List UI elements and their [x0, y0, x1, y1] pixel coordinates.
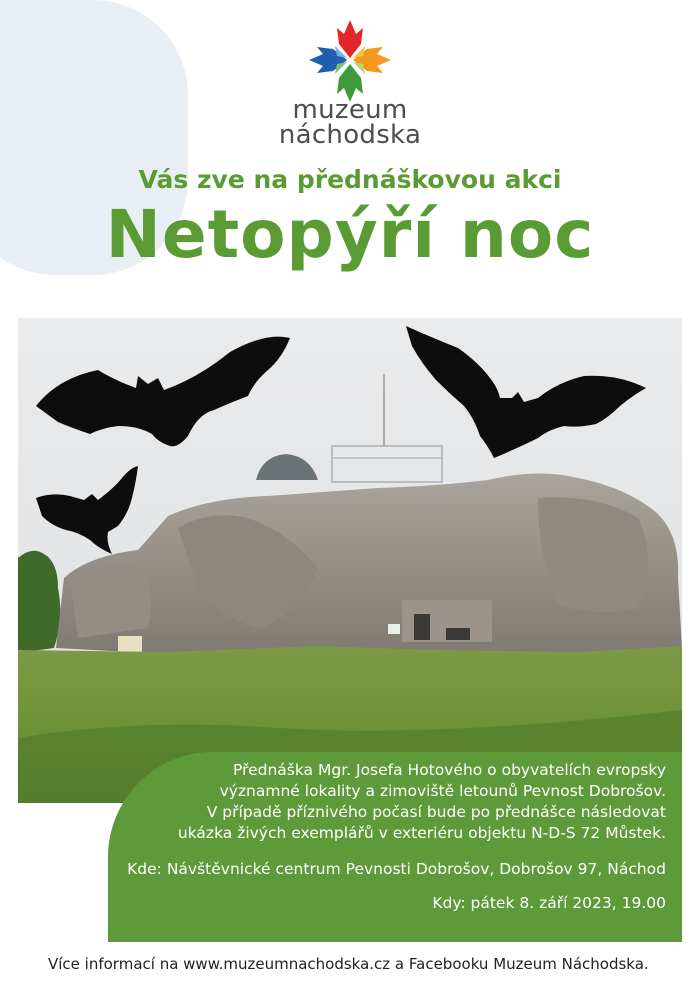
event-date: Kdy: pátek 8. září 2023, 19.00	[432, 894, 666, 912]
museum-logo-icon	[307, 18, 393, 104]
lecture-line-2: významné lokality a zimoviště letounů Pevnost Dobrošov.	[219, 782, 666, 800]
logo-line-2: náchodska	[278, 120, 422, 150]
event-title: Netopýří noc	[105, 196, 595, 273]
bunker-illustration	[18, 318, 682, 803]
lecture-description	[108, 760, 666, 844]
tagline: Vás zve na přednáškovou akci	[138, 165, 562, 194]
footer-info: Více informací na www.muzeumnachodska.cz a Facebooku Muzeum Náchodska.	[48, 955, 649, 973]
lecture-line-4: ukázka živých exemplářů v exteriéru objektu N-D-S 72 Můstek.	[177, 824, 666, 842]
lecture-line-3: V případě příznivého počasí bude po přednášce následovat	[206, 803, 666, 821]
info-panel	[108, 752, 682, 942]
logo-line-1: muzeum	[292, 95, 408, 125]
logo-text	[250, 95, 450, 150]
event-location: Kde: Návštěvnické centrum Pevnosti Dobrošov, Dobrošov 97, Náchod	[127, 860, 666, 878]
lecture-line-1: Přednáška Mgr. Josefa Hotového o obyvatelích evropsky	[232, 761, 666, 779]
bunker-photo	[18, 318, 682, 803]
